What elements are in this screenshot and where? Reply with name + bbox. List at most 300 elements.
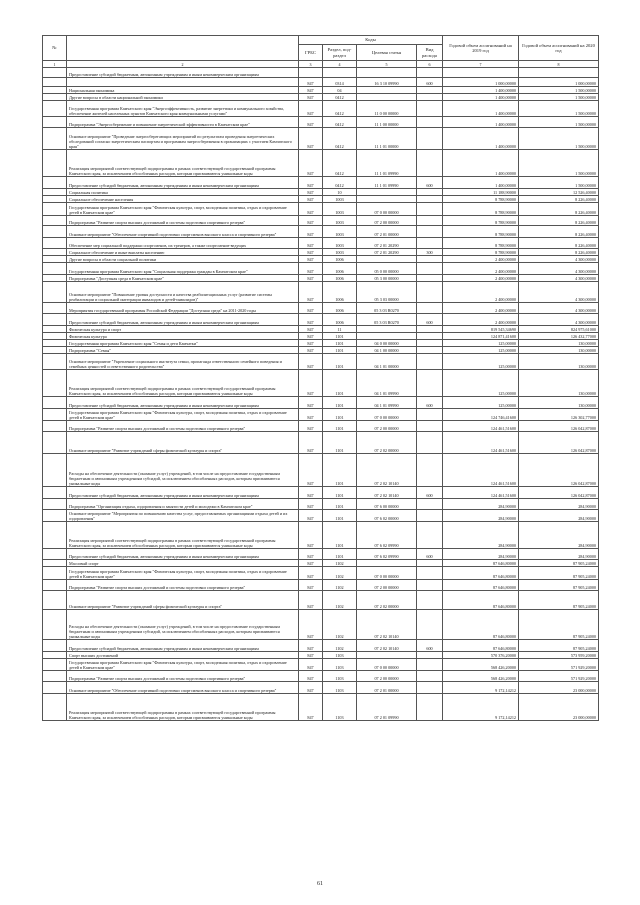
row-amount-2019: 568 426,20000 bbox=[443, 659, 519, 671]
row-amount-2019: 284,90000 bbox=[443, 522, 519, 549]
row-expense-type bbox=[417, 216, 443, 226]
row-section: 0412 bbox=[323, 128, 357, 150]
row-amount-2019: 568 426,20000 bbox=[443, 671, 519, 682]
row-amount-2019: 125,00000 bbox=[443, 347, 519, 354]
row-target-article: 07 6 02 09990 bbox=[357, 522, 417, 549]
row-number-cell bbox=[43, 397, 67, 409]
row-expense-type: 600 bbox=[417, 78, 443, 87]
table-row bbox=[43, 370, 599, 397]
row-grbs: 847 bbox=[299, 282, 323, 303]
page-number: 61 bbox=[317, 881, 323, 887]
table-row bbox=[43, 487, 599, 499]
row-expense-type bbox=[417, 421, 443, 432]
row-amount-2019: 87 646,80000 bbox=[443, 560, 519, 567]
table-row bbox=[43, 610, 599, 640]
row-amount-2020: 87 905,24000 bbox=[519, 567, 599, 580]
row-target-article bbox=[357, 196, 417, 203]
row-grbs: 847 bbox=[299, 203, 323, 216]
row-name: Государственная программа Камчатского края "Физическая культура, спорт, молодежная политика, отдых и оздоровление детей в Камчатском крае" bbox=[67, 567, 299, 580]
row-number-cell bbox=[43, 150, 67, 177]
row-grbs: 847 bbox=[299, 303, 323, 314]
row-grbs: 847 bbox=[299, 409, 323, 421]
row-amount-2019: 125,00000 bbox=[443, 370, 519, 397]
row-target-article bbox=[357, 94, 417, 101]
table-row bbox=[43, 263, 599, 275]
row-target-article: 07 2 02 10140 bbox=[357, 640, 417, 652]
row-amount-2019: 284,90000 bbox=[443, 499, 519, 510]
col-number: 1 bbox=[43, 61, 67, 68]
row-amount-2019: 284,90000 bbox=[443, 549, 519, 560]
table-row bbox=[43, 652, 599, 659]
row-expense-type bbox=[417, 522, 443, 549]
row-name: Предоставление субсидий бюджетным, автономным учреждениям и иным некоммерческим организациям bbox=[67, 314, 299, 326]
row-section: 1006 bbox=[323, 275, 357, 282]
row-grbs: 847 bbox=[299, 87, 323, 94]
row-amount-2019: 819 545,34690 bbox=[443, 326, 519, 333]
row-amount-2019: 124 461,51600 bbox=[443, 432, 519, 454]
row-amount-2020: 4 300,00000 bbox=[519, 275, 599, 282]
row-grbs: 847 bbox=[299, 397, 323, 409]
row-target-article: 07 0 00 00000 bbox=[357, 203, 417, 216]
row-amount-2020: 4 300,00000 bbox=[519, 256, 599, 263]
row-amount-2020: 130,00000 bbox=[519, 370, 599, 397]
row-section: 0412 bbox=[323, 177, 357, 189]
table-row bbox=[43, 78, 599, 87]
row-section: 1101 bbox=[323, 409, 357, 421]
table-row bbox=[43, 510, 599, 522]
row-amount-2019: 2 400,00000 bbox=[443, 303, 519, 314]
row-expense-type bbox=[417, 94, 443, 101]
row-section: 1006 bbox=[323, 263, 357, 275]
row-name: Спорт высших достижений bbox=[67, 652, 299, 659]
row-amount-2020: 12 526,40000 bbox=[519, 189, 599, 196]
row-expense-type bbox=[417, 128, 443, 150]
row-expense-type: 600 bbox=[417, 397, 443, 409]
row-amount-2019: 1 400,00000 bbox=[443, 101, 519, 117]
row-name: Предоставление субсидий бюджетным, автономным учреждениям и иным некоммерческим организациям bbox=[67, 549, 299, 560]
row-amount-2020: 87 905,24000 bbox=[519, 610, 599, 640]
table-row bbox=[43, 340, 599, 347]
row-section: 1102 bbox=[323, 640, 357, 652]
row-grbs: 847 bbox=[299, 238, 323, 249]
row-target-article bbox=[357, 87, 417, 94]
row-grbs: 847 bbox=[299, 275, 323, 282]
row-expense-type bbox=[417, 326, 443, 333]
row-name: Массовый спорт bbox=[67, 560, 299, 567]
row-target-article: 07 2 00 00000 bbox=[357, 671, 417, 682]
row-section: 1003 bbox=[323, 238, 357, 249]
row-amount-2019: 125,00000 bbox=[443, 340, 519, 347]
row-target-article bbox=[357, 652, 417, 659]
row-section: 1103 bbox=[323, 652, 357, 659]
row-amount-2019: 9 172,14212 bbox=[443, 694, 519, 721]
row-grbs: 847 bbox=[299, 117, 323, 128]
row-name: Физическая культура и спорт bbox=[67, 326, 299, 333]
row-amount-2019: 9 172,14212 bbox=[443, 682, 519, 694]
row-number-cell bbox=[43, 580, 67, 591]
row-amount-2020: 126 042,87000 bbox=[519, 487, 599, 499]
row-expense-type bbox=[417, 652, 443, 659]
table-row bbox=[43, 567, 599, 580]
row-section: 0412 bbox=[323, 94, 357, 101]
table-row bbox=[43, 303, 599, 314]
header-name bbox=[67, 36, 299, 61]
row-grbs: 847 bbox=[299, 610, 323, 640]
row-name: Подпрограмма "Развитие спорта высших достижений и системы подготовки спортивного резерва" bbox=[67, 216, 299, 226]
row-amount-2019: 125,00000 bbox=[443, 397, 519, 409]
table-row bbox=[43, 694, 599, 721]
row-name: Другие вопросы в области национальной экономики bbox=[67, 94, 299, 101]
row-section: 04 bbox=[323, 87, 357, 94]
row-amount-2019: 124 871,41600 bbox=[443, 333, 519, 340]
row-expense-type: 600 bbox=[417, 487, 443, 499]
row-number-cell bbox=[43, 487, 67, 499]
row-grbs: 847 bbox=[299, 499, 323, 510]
row-name: Реализация мероприятий соответствующей подпрограммы в рамках соответствующей государственной программы Камчатского края, за исключением обособленных расходов, которым присваиваются уникальные коды bbox=[67, 522, 299, 549]
row-number-cell bbox=[43, 196, 67, 203]
row-amount-2020: 824 975,61000 bbox=[519, 326, 599, 333]
row-number-cell bbox=[43, 347, 67, 354]
table-row bbox=[43, 249, 599, 256]
row-expense-type bbox=[417, 196, 443, 203]
header-number: № bbox=[43, 36, 67, 61]
row-name: Подпрограмма "Развитие спорта высших достижений и системы подготовки спортивного резерва" bbox=[67, 580, 299, 591]
row-number-cell bbox=[43, 640, 67, 652]
row-expense-type bbox=[417, 671, 443, 682]
row-amount-2020: 1 500,00000 bbox=[519, 117, 599, 128]
row-amount-2019: 8 788,90000 bbox=[443, 249, 519, 256]
row-name: Расходы на обеспечение деятельности (оказание услуг) учреждений, в том числе на предоставление государственным бюджетным и автономным учреждениям субсидий, за исключением обособленных расходов, которым присваиваются уникальные коды bbox=[67, 454, 299, 487]
row-number-cell bbox=[43, 78, 67, 87]
row-amount-2019: 1 400,00000 bbox=[443, 87, 519, 94]
row-amount-2019 bbox=[443, 68, 519, 78]
row-name: Государственная программа Камчатского края "Физическая культура, спорт, молодежная политика, отдых и оздоровление детей в Камчатском крае" bbox=[67, 203, 299, 216]
row-amount-2019: 125,00000 bbox=[443, 354, 519, 370]
row-target-article: 04 1 01 09990 bbox=[357, 370, 417, 397]
row-amount-2020: 4 300,00000 bbox=[519, 263, 599, 275]
row-amount-2020: 284,90000 bbox=[519, 549, 599, 560]
row-grbs: 847 bbox=[299, 659, 323, 671]
row-section: 1006 bbox=[323, 282, 357, 303]
row-target-article: 07 0 00 00000 bbox=[357, 567, 417, 580]
row-number-cell bbox=[43, 522, 67, 549]
table-row bbox=[43, 333, 599, 340]
row-amount-2019: 124 461,51600 bbox=[443, 454, 519, 487]
row-amount-2019: 2 400,00000 bbox=[443, 256, 519, 263]
row-name: Основное мероприятие "Развитие учреждений сферы физической культуры и спорта" bbox=[67, 591, 299, 610]
col-number: 2 bbox=[67, 61, 299, 68]
table-row bbox=[43, 499, 599, 510]
row-amount-2019: 1 400,00000 bbox=[443, 128, 519, 150]
row-number-cell bbox=[43, 282, 67, 303]
row-number-cell bbox=[43, 421, 67, 432]
table-row bbox=[43, 397, 599, 409]
row-section: 1102 bbox=[323, 610, 357, 640]
row-section: 1101 bbox=[323, 397, 357, 409]
row-amount-2019: 8 788,90000 bbox=[443, 203, 519, 216]
row-grbs: 847 bbox=[299, 78, 323, 87]
row-name: Основное мероприятие "Проведение энергосберегающих мероприятий по результатам проведения энергетических обследований согласно энергетическим паспортам и программам энергосбережения в организациях с участием Камчатского края" bbox=[67, 128, 299, 150]
row-section: 1101 bbox=[323, 499, 357, 510]
row-number-cell bbox=[43, 652, 67, 659]
row-number-cell bbox=[43, 256, 67, 263]
row-name: Социальное обеспечение и иные выплаты населению bbox=[67, 249, 299, 256]
row-target-article: 07 2 01 20290 bbox=[357, 238, 417, 249]
row-section: 1102 bbox=[323, 591, 357, 610]
row-name: Государственная программа Камчатского края "Физическая культура, спорт, молодежная политика, отдых и оздоровление детей в Камчатском крае" bbox=[67, 409, 299, 421]
row-section: 1006 bbox=[323, 256, 357, 263]
row-expense-type bbox=[417, 370, 443, 397]
row-section: 1101 bbox=[323, 510, 357, 522]
row-amount-2020: 284,90000 bbox=[519, 522, 599, 549]
row-amount-2020: 126 042,87000 bbox=[519, 432, 599, 454]
row-section: 1101 bbox=[323, 487, 357, 499]
row-section: 1006 bbox=[323, 303, 357, 314]
row-section: 10 bbox=[323, 189, 357, 196]
table-row bbox=[43, 226, 599, 238]
row-section: 1003 bbox=[323, 196, 357, 203]
row-target-article: 11 1 01 09990 bbox=[357, 177, 417, 189]
row-number-cell bbox=[43, 682, 67, 694]
row-expense-type bbox=[417, 117, 443, 128]
row-amount-2020 bbox=[519, 68, 599, 78]
table-row bbox=[43, 256, 599, 263]
row-number-cell bbox=[43, 177, 67, 189]
row-name: Предоставление субсидий бюджетным, автономным учреждениям и иным некоммерческим организациям bbox=[67, 487, 299, 499]
row-section: 1003 bbox=[323, 216, 357, 226]
row-expense-type bbox=[417, 189, 443, 196]
header-year-2020: Годовой объем ассигнований на 2020 год bbox=[519, 36, 599, 61]
row-amount-2020: 8 226,40000 bbox=[519, 238, 599, 249]
row-section: 0412 bbox=[323, 150, 357, 177]
row-section: 1102 bbox=[323, 560, 357, 567]
row-grbs: 847 bbox=[299, 591, 323, 610]
row-grbs: 847 bbox=[299, 256, 323, 263]
row-grbs: 847 bbox=[299, 487, 323, 499]
table-row bbox=[43, 671, 599, 682]
row-amount-2020: 284,90000 bbox=[519, 499, 599, 510]
row-expense-type: 600 bbox=[417, 549, 443, 560]
row-amount-2020: 4 300,00000 bbox=[519, 314, 599, 326]
row-expense-type bbox=[417, 256, 443, 263]
table-row bbox=[43, 87, 599, 94]
row-amount-2019: 2 400,00000 bbox=[443, 282, 519, 303]
row-name: Государственная программа Камчатского края "Семья и дети Камчатки" bbox=[67, 340, 299, 347]
row-target-article: 11 1 01 00000 bbox=[357, 128, 417, 150]
row-name: Социальная политика bbox=[67, 189, 299, 196]
row-section: 1003 bbox=[323, 203, 357, 216]
row-number-cell bbox=[43, 128, 67, 150]
row-number-cell bbox=[43, 68, 67, 78]
row-name: Предоставление субсидий бюджетным, автономным учреждениям и иным некоммерческим организациям bbox=[67, 397, 299, 409]
row-amount-2019: 11 188,90000 bbox=[443, 189, 519, 196]
row-amount-2020: 130,00000 bbox=[519, 354, 599, 370]
row-grbs: 847 bbox=[299, 101, 323, 117]
row-target-article: 07 6 02 00000 bbox=[357, 510, 417, 522]
row-target-article bbox=[357, 256, 417, 263]
row-name: Подпрограмма "Развитие спорта высших достижений и системы подготовки спортивного резерва" bbox=[67, 671, 299, 682]
row-amount-2019: 8 788,90000 bbox=[443, 226, 519, 238]
row-grbs: 847 bbox=[299, 249, 323, 256]
row-expense-type bbox=[417, 263, 443, 275]
row-expense-type bbox=[417, 659, 443, 671]
row-section: 1101 bbox=[323, 354, 357, 370]
table-row bbox=[43, 275, 599, 282]
row-name: Предоставление субсидий бюджетным, автономным учреждениям и иным некоммерческим организациям bbox=[67, 68, 299, 78]
row-number-cell bbox=[43, 117, 67, 128]
row-amount-2020: 87 905,24000 bbox=[519, 640, 599, 652]
row-grbs: 847 bbox=[299, 510, 323, 522]
row-amount-2019: 87 646,80000 bbox=[443, 591, 519, 610]
row-grbs: 847 bbox=[299, 652, 323, 659]
row-number-cell bbox=[43, 275, 67, 282]
row-target-article: 11 1 00 00000 bbox=[357, 117, 417, 128]
row-name: Реализация мероприятий соответствующей подпрограммы в рамках соответствующей государственной программы Камчатского края, за исключением обособленных расходов, которым присваиваются уникальные коды bbox=[67, 370, 299, 397]
row-number-cell bbox=[43, 333, 67, 340]
row-amount-2020: 1 500,00000 bbox=[519, 94, 599, 101]
row-expense-type bbox=[417, 68, 443, 78]
row-target-article: 07 0 00 00000 bbox=[357, 409, 417, 421]
row-grbs: 847 bbox=[299, 216, 323, 226]
row-section: 1003 bbox=[323, 226, 357, 238]
row-expense-type: 600 bbox=[417, 177, 443, 189]
row-expense-type bbox=[417, 340, 443, 347]
row-target-article: 07 6 02 09990 bbox=[357, 549, 417, 560]
row-target-article bbox=[357, 326, 417, 333]
row-name: Подпрограмма "Энергосбережение и повышение энергетической эффективности в Камчатском крае" bbox=[67, 117, 299, 128]
row-grbs: 847 bbox=[299, 580, 323, 591]
row-target-article: 07 2 02 10140 bbox=[357, 610, 417, 640]
row-section: 1101 bbox=[323, 333, 357, 340]
row-expense-type bbox=[417, 567, 443, 580]
row-amount-2019: 284,90000 bbox=[443, 510, 519, 522]
row-section: 1102 bbox=[323, 580, 357, 591]
row-amount-2019: 87 646,80000 bbox=[443, 640, 519, 652]
row-section bbox=[323, 68, 357, 78]
row-name: Предоставление субсидий бюджетным, автономным учреждениям и иным некоммерческим организациям bbox=[67, 177, 299, 189]
row-grbs: 847 bbox=[299, 549, 323, 560]
row-expense-type bbox=[417, 610, 443, 640]
row-target-article: 04 1 01 09990 bbox=[357, 397, 417, 409]
row-section: 0314 bbox=[323, 78, 357, 87]
row-amount-2020: 1 000,00000 bbox=[519, 78, 599, 87]
row-target-article: 11 1 01 09990 bbox=[357, 150, 417, 177]
row-amount-2020: 1 500,00000 bbox=[519, 150, 599, 177]
row-name: Подпрограмма "Семья" bbox=[67, 347, 299, 354]
row-name: Национальная экономика bbox=[67, 87, 299, 94]
table-row bbox=[43, 128, 599, 150]
row-expense-type bbox=[417, 510, 443, 522]
row-number-cell bbox=[43, 249, 67, 256]
row-name: Подпрограмма "Развитие спорта высших достижений и системы подготовки спортивного резерва" bbox=[67, 421, 299, 432]
row-amount-2019: 1 400,00000 bbox=[443, 94, 519, 101]
table-row bbox=[43, 421, 599, 432]
row-target-article bbox=[357, 189, 417, 196]
row-grbs: 847 bbox=[299, 314, 323, 326]
row-name: Государственная программа Камчатского края "Физическая культура, спорт, молодежная политика, отдых и оздоровление детей в Камчатском крае" bbox=[67, 659, 299, 671]
row-name: Подпрограмма "Доступная среда в Камчатском крае" bbox=[67, 275, 299, 282]
table-row bbox=[43, 150, 599, 177]
row-target-article: 07 6 00 00000 bbox=[357, 499, 417, 510]
row-target-article bbox=[357, 68, 417, 78]
table-row bbox=[43, 580, 599, 591]
row-grbs bbox=[299, 68, 323, 78]
row-target-article bbox=[357, 560, 417, 567]
row-name: Реализация мероприятий соответствующей подпрограммы в рамках соответствующей государственной программы Камчатского края, за исключением обособленных расходов, которым присваиваются уникальные коды bbox=[67, 150, 299, 177]
row-amount-2020: 1 500,00000 bbox=[519, 177, 599, 189]
row-amount-2020: 130,00000 bbox=[519, 397, 599, 409]
row-target-article: 07 2 02 00000 bbox=[357, 591, 417, 610]
row-expense-type bbox=[417, 150, 443, 177]
row-number-cell bbox=[43, 87, 67, 94]
row-amount-2020: 4 300,00000 bbox=[519, 303, 599, 314]
row-target-article: 07 2 00 00000 bbox=[357, 580, 417, 591]
row-grbs: 847 bbox=[299, 671, 323, 682]
table-row bbox=[43, 282, 599, 303]
row-amount-2020: 571 929,20000 bbox=[519, 671, 599, 682]
row-amount-2019: 87 646,80000 bbox=[443, 580, 519, 591]
row-amount-2020: 1 500,00000 bbox=[519, 87, 599, 94]
table-row bbox=[43, 549, 599, 560]
row-grbs: 847 bbox=[299, 128, 323, 150]
row-amount-2019: 2 400,00000 bbox=[443, 314, 519, 326]
row-name: Основное мероприятие "Обеспечение спортивной подготовки спортсменов высокого класса и спортивного резерва" bbox=[67, 226, 299, 238]
row-number-cell bbox=[43, 659, 67, 671]
header-codes: Коды bbox=[299, 36, 443, 45]
row-section: 1101 bbox=[323, 549, 357, 560]
row-section: 1103 bbox=[323, 659, 357, 671]
row-target-article: 07 2 00 00000 bbox=[357, 216, 417, 226]
row-number-cell bbox=[43, 560, 67, 567]
row-number-cell bbox=[43, 226, 67, 238]
row-number-cell bbox=[43, 340, 67, 347]
row-number-cell bbox=[43, 432, 67, 454]
row-grbs: 847 bbox=[299, 94, 323, 101]
row-target-article: 05 3 03 R0270 bbox=[357, 314, 417, 326]
row-section: 0412 bbox=[323, 101, 357, 117]
row-grbs: 847 bbox=[299, 196, 323, 203]
row-amount-2019: 1 400,00000 bbox=[443, 150, 519, 177]
row-expense-type bbox=[417, 226, 443, 238]
row-amount-2020: 573 959,20000 bbox=[519, 652, 599, 659]
row-target-article: 05 3 00 00000 bbox=[357, 275, 417, 282]
row-target-article: 07 2 02 10140 bbox=[357, 487, 417, 499]
table-row bbox=[43, 326, 599, 333]
row-section: 1101 bbox=[323, 454, 357, 487]
row-amount-2020: 8 226,40000 bbox=[519, 216, 599, 226]
table-row bbox=[43, 101, 599, 117]
row-expense-type bbox=[417, 238, 443, 249]
row-name: Государственная программа Камчатского края "Энергоэффективность, развитие энергетики и коммунального хозяйства, обеспечение жителей населенных пунктов Камчатского края коммунальными услугами" bbox=[67, 101, 299, 117]
table-row bbox=[43, 216, 599, 226]
table-row bbox=[43, 560, 599, 567]
row-grbs: 847 bbox=[299, 522, 323, 549]
header-expense-type: Вид расхода bbox=[417, 45, 443, 61]
row-expense-type: 300 bbox=[417, 249, 443, 256]
row-number-cell bbox=[43, 354, 67, 370]
row-target-article: 04 0 00 00000 bbox=[357, 340, 417, 347]
table-body bbox=[43, 68, 599, 721]
table-row bbox=[43, 640, 599, 652]
budget-table bbox=[42, 35, 599, 721]
row-expense-type: 600 bbox=[417, 640, 443, 652]
row-target-article: 05 0 00 00000 bbox=[357, 263, 417, 275]
row-name: Государственная программа Камчатского края "Социальная поддержка граждан в Камчатском крае" bbox=[67, 263, 299, 275]
row-number-cell bbox=[43, 203, 67, 216]
row-expense-type bbox=[417, 203, 443, 216]
row-expense-type bbox=[417, 454, 443, 487]
row-number-cell bbox=[43, 326, 67, 333]
